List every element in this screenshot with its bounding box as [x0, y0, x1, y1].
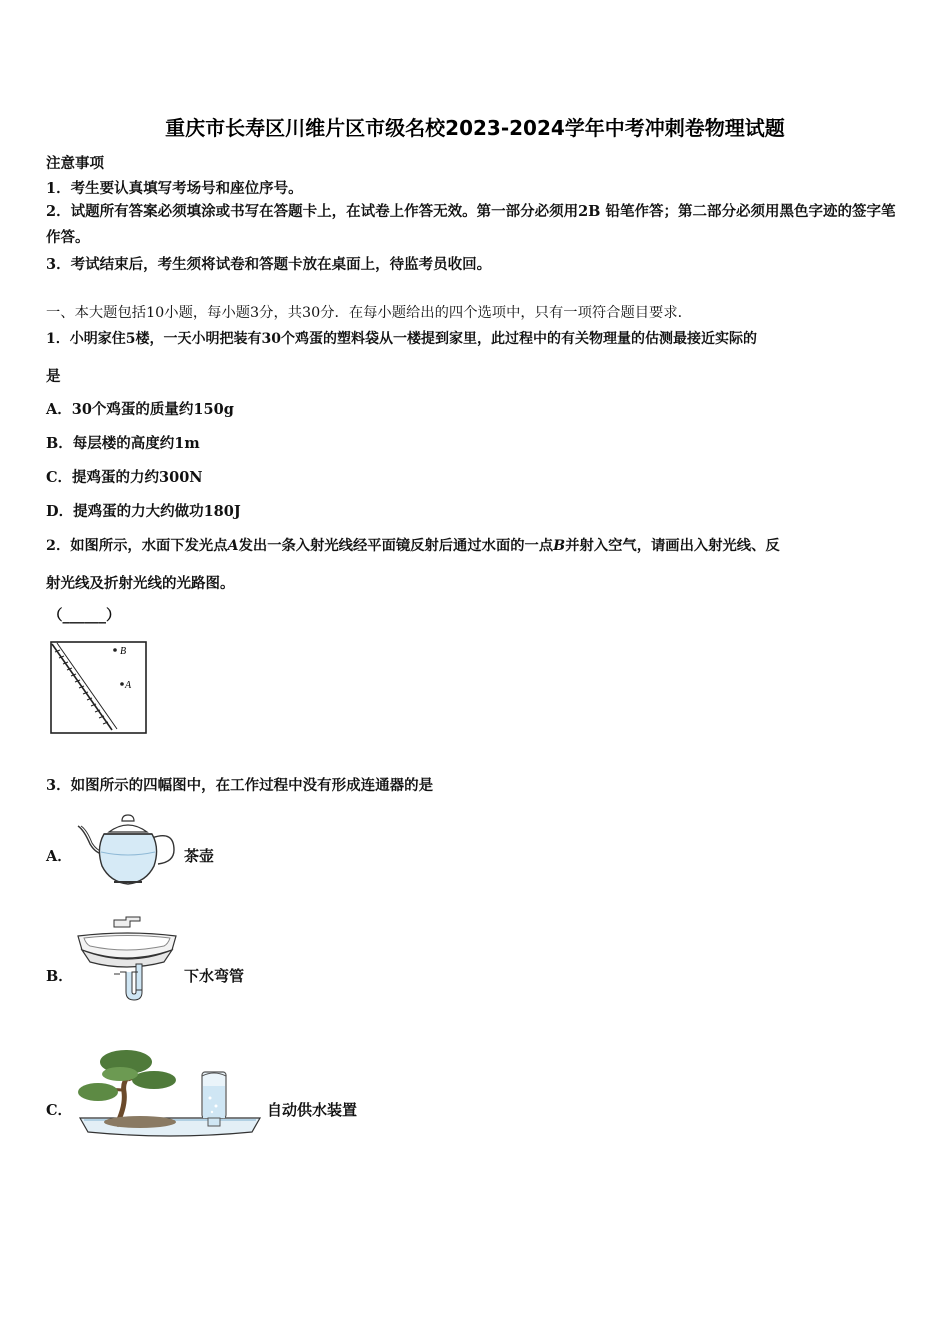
- q1-stem-line2: 是: [46, 368, 61, 385]
- q1-option-a: A．30个鸡蛋的质量约150g: [46, 401, 234, 418]
- q2-point-b: B: [553, 538, 566, 554]
- notice-item-3: 3．考试结束后，考生须将试卷和答题卡放在桌面上，待监考员收回。: [46, 256, 492, 273]
- q2-stem-part3: 并射入空气，请画出入射光线、反: [565, 538, 780, 554]
- point-a-dot: [120, 682, 124, 686]
- notice-heading: 注意事项: [46, 155, 104, 172]
- notice-item-1: 1．考生要认真填写考场号和座位序号。: [46, 180, 303, 197]
- q2-stem-part2: 发出一条入射光线经平面镜反射后通过水面的一点: [238, 538, 554, 554]
- q3-option-a-letter: A．: [46, 848, 72, 865]
- q3-option-c-label: 自动供水装置: [267, 1101, 358, 1119]
- q2-diagram: [48, 640, 150, 736]
- q3-option-b-label: 下水弯管: [184, 967, 245, 985]
- page-title: 重庆市长寿区川维片区市级名校2023-2024学年中考冲刺卷物理试题: [165, 116, 785, 140]
- plane-mirror-icon: [52, 643, 117, 730]
- q3-stem: 3．如图所示的四幅图中，在工作过程中没有形成连通器的是: [46, 777, 434, 794]
- q2-point-a: A: [227, 538, 239, 554]
- section-heading: 一、本大题包括10小题，每小题3分，共30分．在每小题给出的四个选项中，只有一项符合题目要求．: [46, 305, 692, 321]
- figure-label-a: A: [125, 680, 132, 691]
- teapot-icon: [76, 812, 180, 888]
- point-b-dot: [113, 648, 117, 652]
- bonsai-water-feeder-icon: [76, 1046, 264, 1142]
- sink-drain-icon: [76, 914, 180, 1006]
- notice-item-2: 2．试题所有答案必须填涂或书写在答题卡上，在试卷上作答无效。第一部分必须用2B 铅笔作答；第二部分必须用黑色字迹的签字笔作答。: [46, 203, 896, 246]
- q1-option-d: D．提鸡蛋的力大约做功180J: [46, 503, 241, 520]
- q1-option-c: C．提鸡蛋的力约300N: [46, 469, 203, 486]
- q2-answer-blank: （______）: [48, 607, 121, 624]
- q1-stem-line1: 1．小明家住5楼，一天小明把装有30个鸡蛋的塑料袋从一楼提到家里，此过程中的有关物理量的估测最接近实际的: [46, 331, 757, 347]
- figure-label-b: B: [120, 646, 127, 657]
- q1-option-b: B．每层楼的高度约1m: [46, 435, 200, 452]
- q3-option-a-label: 茶壶: [184, 847, 215, 865]
- q2-stem-line2: 射光线及折射光线的光路图。: [46, 575, 235, 592]
- q2-stem-part1: 2．如图所示，水面下发光点: [46, 538, 228, 554]
- q3-option-b-letter: B．: [46, 968, 73, 985]
- q3-option-c-letter: C．: [46, 1102, 73, 1119]
- q2-stem-line1: [46, 535, 780, 555]
